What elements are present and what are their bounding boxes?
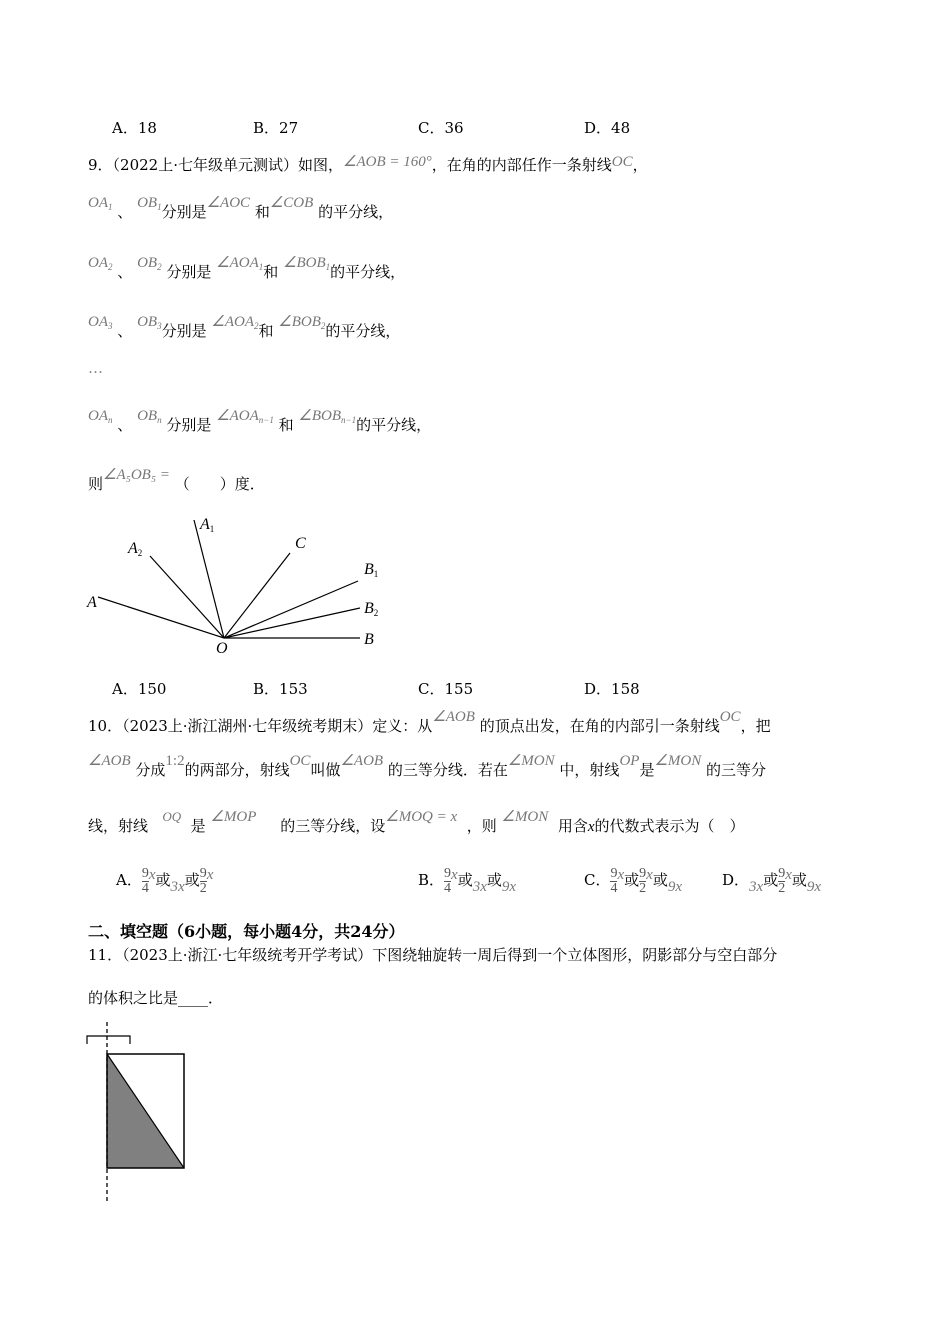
q10-option-b: B． $\frac{9}{4}$ x或3x或9x xyxy=(418,865,517,896)
q10-option-c: C． $\frac{9}{4}$ x或 $\frac{9}{2}$ x或9x xyxy=(584,865,683,896)
q11-line-2: 的体积之比是____． xyxy=(88,989,224,1007)
q10-option-a: A． $\frac{9}{4}$ x或3x或 $\frac{9}{2}$ x xyxy=(116,865,214,896)
q10-line-1: 10．（2023上·浙江湖州·七年级统考期末）定义：从∠AOB 的顶点出发，在角的内部引一条射线OC，把 xyxy=(88,709,771,735)
label-a: A xyxy=(87,594,97,611)
q9-question: 则∠A₅OB₅ = （ ）度． xyxy=(88,467,265,493)
q9-row-3: $OA_3$ 、 $OB_3$分别是 $\angle AOA_2$和 $\angle BOB_2$的平分线， xyxy=(88,314,401,340)
label-a1: A1 xyxy=(200,516,215,534)
label-b2: B2 xyxy=(364,600,379,618)
q11-line-1: 11．（2023上·浙江·七年级统考开学考试）下图绕轴旋转一周后得到一个立体图形，阴影部分与空白部分 xyxy=(88,946,778,964)
q9-option-a: A．150 xyxy=(112,680,167,698)
q11-rotation-figure xyxy=(80,1020,200,1205)
q9-stem: 9．（2022上·七年级单元测试）如图，∠AOB = 160°，在角的内部任作一条射线OC， xyxy=(88,154,648,174)
q9-ellipsis: … xyxy=(88,359,103,377)
section-2-title: 二、填空题（6小题，每小题4分，共24分） xyxy=(88,922,405,941)
ray-oa1 xyxy=(194,520,224,638)
bracket xyxy=(87,1036,130,1044)
q10-line-2: ∠AOB 分成1:2的两部分，射线OC叫做∠AOB 的三等分线．若在∠MON 中，射线OP是∠MON 的三等分 xyxy=(88,753,767,779)
ray-ob1 xyxy=(224,581,358,638)
q9-option-c: C．155 xyxy=(418,680,474,698)
q10-line-3: 线，射线 OQ 是 ∠MOP 的三等分线，设∠MOQ = x ，则 ∠MON 用含x的代数式表示为（ ） xyxy=(88,809,745,835)
label-b: B xyxy=(364,631,374,648)
label-a2: A2 xyxy=(128,540,143,558)
q9-option-d: D．158 xyxy=(584,680,640,698)
q10-option-d: D．3x或 $\frac{9}{2}$ x或9x xyxy=(722,865,822,896)
q8-option-c: C．36 xyxy=(418,119,464,137)
q9-row-n: $OA_n$ 、 $OB_n$ 分别是 $\angle AOA_{n-1}$ 和 $\angle BOB_{n-1}$的平分线， xyxy=(88,408,432,434)
q9-row-2: $OA_2$ 、 $OB_2$ 分别是 $\angle AOA_1$和 $\angle BOB_1$的平分线， xyxy=(88,255,406,281)
q8-option-b: B．27 xyxy=(253,119,299,137)
q8-option-d: D．48 xyxy=(584,119,631,137)
label-b1: B1 xyxy=(364,561,379,579)
label-o: O xyxy=(216,640,228,657)
q9-row-1: $OA_1$ 、 $OB_1$分别是∠AOC 和∠COB 的平分线， xyxy=(88,195,394,221)
answer-blank[interactable]: ____ xyxy=(178,989,209,1007)
label-c: C xyxy=(295,535,306,552)
q9-option-b: B．153 xyxy=(253,680,308,698)
q8-option-a: A．18 xyxy=(112,119,157,137)
